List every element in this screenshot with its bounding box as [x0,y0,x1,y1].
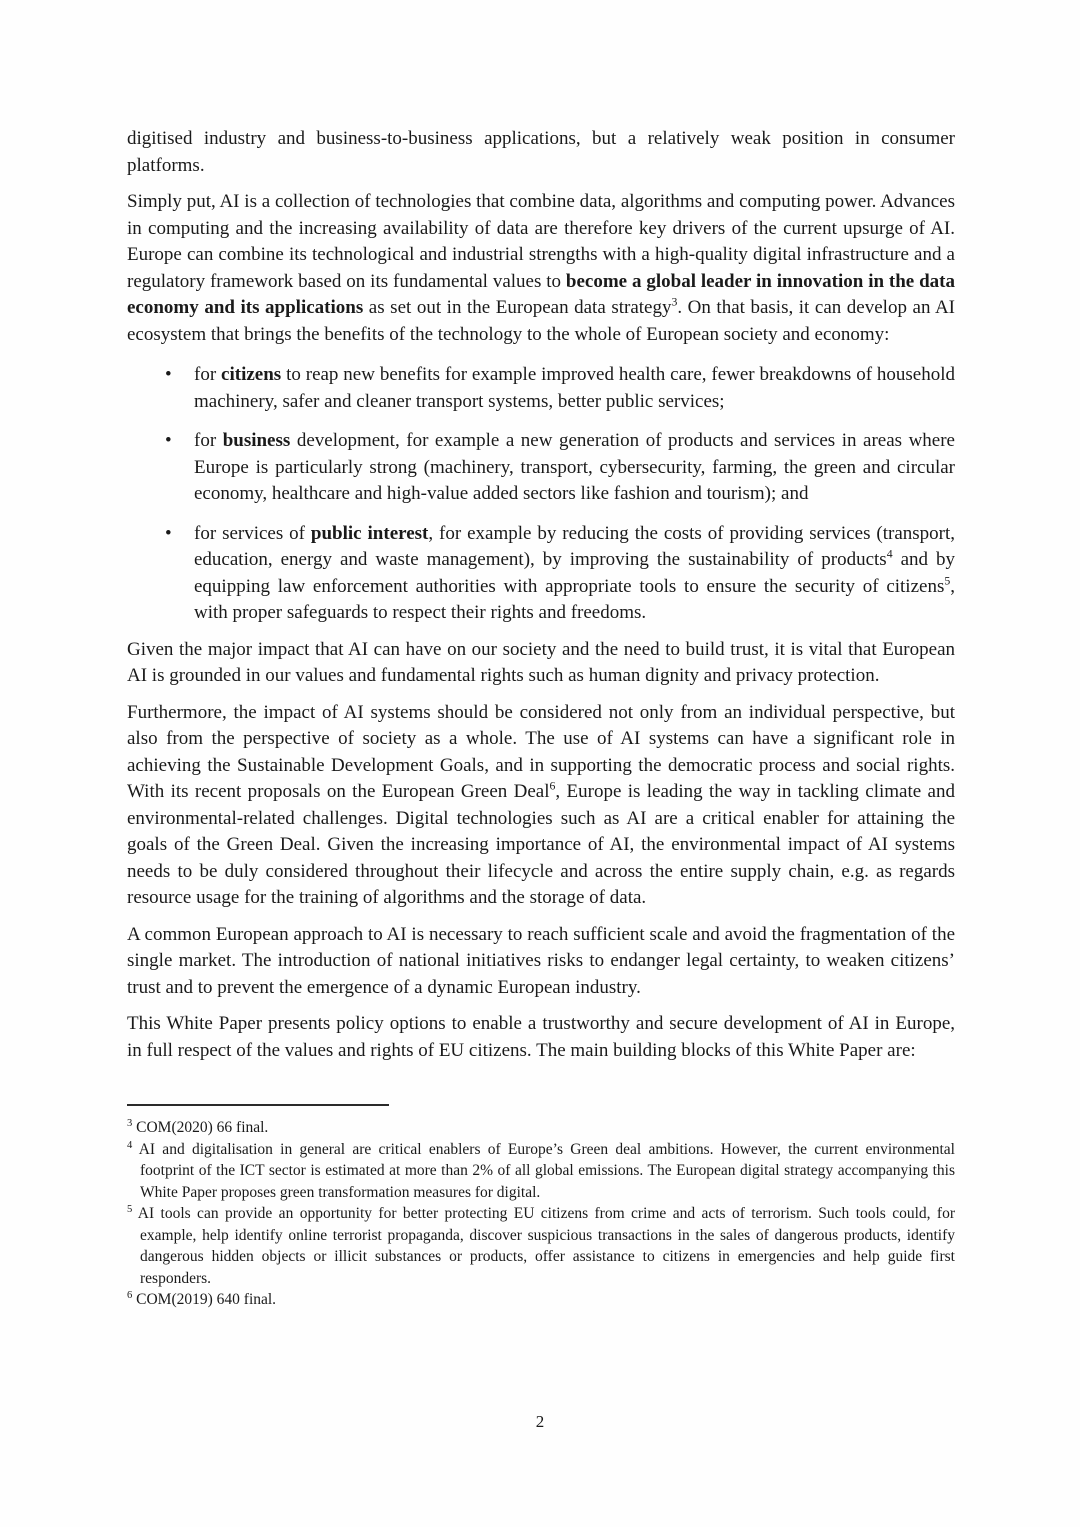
footnote-text: COM(2020) 66 final. [136,1119,269,1136]
footnote-5 [127,1203,955,1289]
bullet-icon: • [165,364,172,385]
list-item-text: for services of public interest, for example by reducing the costs of providing services (transport, education, energy and waste management), by improving the sustainability of products$^4$ and by equipping law enforcement authorities with appropriate tools to ensure the security of citizens$^5$, with proper safeguards to respect their rights and freedoms. [194,522,955,623]
list-item-text: for citizens to reap new benefits for example improved health care, fewer breakdowns of household machinery, safer and cleaner transport systems, better public services; [194,364,956,412]
footnote-separator [127,1104,389,1106]
benefits-bullet-list [127,362,955,627]
paragraph-intro-fragment: digitised industry and business-to-business applications, but a relatively weak position in consumer platforms. [127,128,955,176]
paragraph-given-impact: Given the major impact that AI can have on our society and the need to build trust, it is vital that European AI is grounded in our values and fundamental rights such as human dignity and privacy protection. [127,638,955,686]
footnote-text: AI and digitalisation in general are critical enablers of Europe’s Green deal ambitions. However, the current environmental footprint of the ICT sector is estimated at more than 2% of all global emissions. The European digital strategy accompanying this White Paper proposes green transformation measures for digital. [138,1140,955,1201]
footnote-number: 6 [127,1289,133,1301]
list-item-public-interest [127,521,955,627]
footnote-number: 5 [127,1203,133,1215]
footnote-3 [127,1117,955,1139]
footnote-number: 3 [127,1117,133,1129]
page-number: 2 [535,1412,545,1431]
footnotes-section [127,1104,955,1311]
footnote-6 [127,1289,955,1311]
footnote-number: 4 [127,1139,133,1151]
paragraph-white-paper: This White Paper presents policy options to enable a trustworthy and secure development of AI in Europe, in full respect of the values and rights of EU citizens. The main building blocks of this White Paper are: [127,1013,955,1061]
bullet-icon: • [165,430,172,451]
list-item-text: for business development, for example a new generation of products and services in areas where Europe is particularly strong (machinery, transport, cybersecurity, farming, the green and circular economy, healthcare and high-value added sectors like fashion and tourism); and [194,430,955,504]
paragraph-simply-put: Simply put, AI is a collection of technologies that combine data, algorithms and computing power. Advances in computing and the increasing availability of data are therefore key drivers of the current upsurge of AI. Europe can combine its technological and industrial strengths with a high-quality digital infrastructure and a regulatory framework based on its fundamental values to become a global leader in innovation in the data economy and its applications as set out in the European data strategy$^3$. On that basis, it can develop an AI ecosystem that brings the benefits of the technology to the whole of European society and economy: [127,191,956,345]
footnote-text: COM(2019) 640 final. [136,1291,277,1308]
footnote-text: AI tools can provide an opportunity for better protecting EU citizens from crime and acts of terrorism. Such tools could, for example, help identify online terrorist propaganda, discover suspicious transactions in the sales of dangerous products, identify dangerous hidden objects or illicit substances or products, offer assistance to citizens in emergencies and help guide first responders. [137,1205,955,1287]
list-item-business [127,428,955,508]
list-item-citizens [127,362,955,415]
paragraph-common-approach: A common European approach to AI is necessary to reach sufficient scale and avoid the fragmentation of the single market. The introduction of national initiatives risks to endanger legal certainty, to weaken citizens’ trust and to prevent the emergence of a dynamic European industry. [127,923,955,998]
footnote-4 [127,1139,955,1204]
paragraph-furthermore: Furthermore, the impact of AI systems should be considered not only from an individual perspective, but also from the perspective of society as a whole. The use of AI systems can have a significant role in achieving the Sustainable Development Goals, and in supporting the democratic process and social rights. With its recent proposals on the European Green Deal$^6$, Europe is leading the way in tackling climate and environmental-related challenges. Digital technologies such as AI are a critical enabler for attaining the goals of the Green Deal. Given the increasing importance of AI, the environmental impact of AI systems needs to be duly considered throughout their lifecycle and across the entire supply chain, e.g. as regards resource usage for the training of algorithms and the storage of data. [127,701,955,908]
bullet-icon: • [165,522,172,544]
